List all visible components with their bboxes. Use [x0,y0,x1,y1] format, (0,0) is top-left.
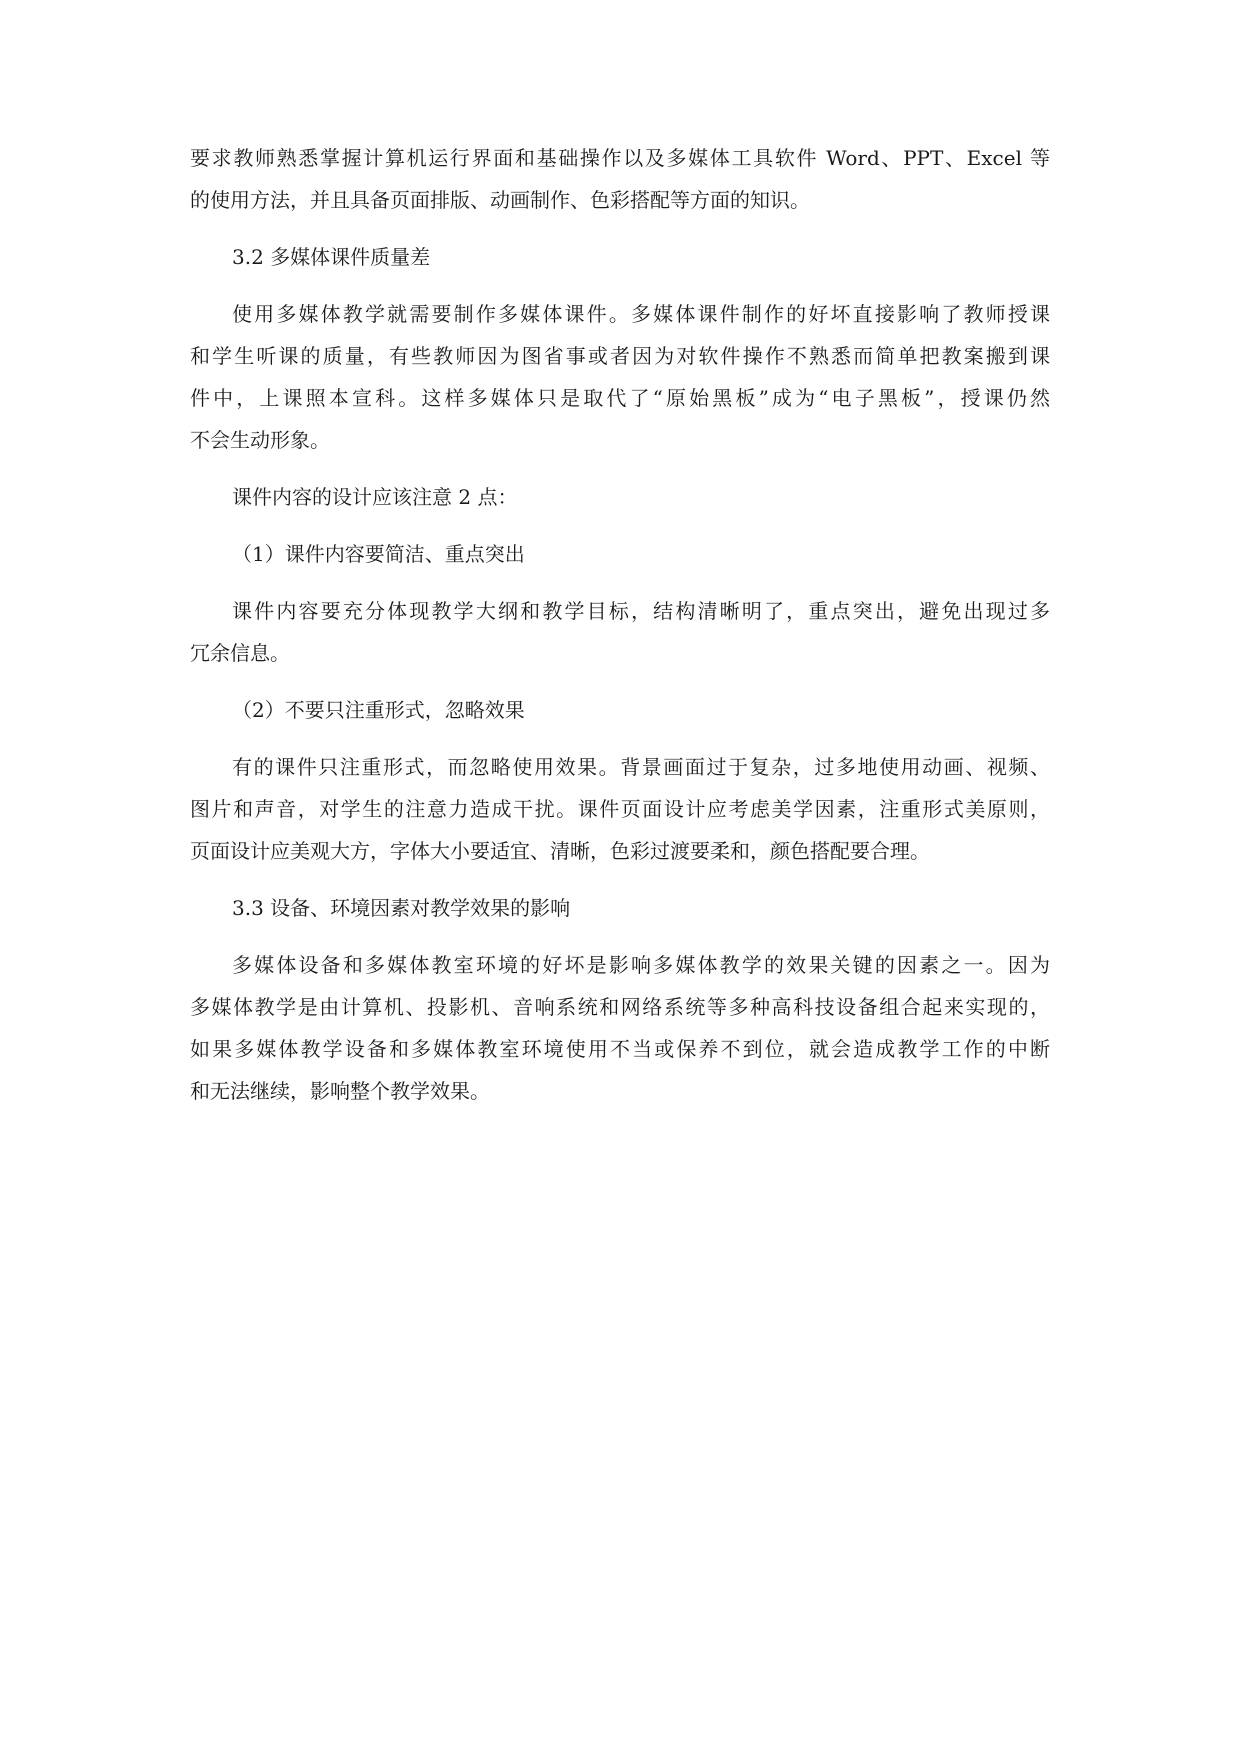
paragraph-line: 不会生动形象。 [190,428,330,452]
paragraph-line: 页面设计应美观大方，字体大小要适宜、清晰，色彩过渡要柔和，颜色搭配要合理。 [190,839,930,863]
paragraph-line: 件中，上课照本宣科。这样多媒体只是取代了“原始黑板”成为“电子黑板”，授课仍然 [190,386,1050,410]
section-heading-3-3: 3.3 设备、环境因素对教学效果的影响 [232,896,571,920]
paragraph-line: 多媒体设备和多媒体教室环境的好坏是影响多媒体教学的效果关键的因素之一。因为 [232,953,1050,977]
paragraph-line: 的使用方法，并且具备页面排版、动画制作、色彩搭配等方面的知识。 [190,188,810,212]
list-item-title-1: （1）课件内容要简洁、重点突出 [232,542,525,566]
paragraph-line: 课件内容要充分体现教学大纲和教学目标，结构清晰明了，重点突出，避免出现过多 [232,599,1050,623]
section-heading-3-2: 3.2 多媒体课件质量差 [232,245,431,269]
paragraph-line: 课件内容的设计应该注意 2 点： [232,485,518,509]
paragraph-line: 使用多媒体教学就需要制作多媒体课件。多媒体课件制作的好坏直接影响了教师授课 [232,302,1050,326]
paragraph-line: 如果多媒体教学设备和多媒体教室环境使用不当或保养不到位，就会造成教学工作的中断 [190,1037,1050,1061]
paragraph-line: 图片和声音，对学生的注意力造成干扰。课件页面设计应考虑美学因素，注重形式美原则， [190,797,1050,821]
paragraph-line: 要求教师熟悉掌握计算机运行界面和基础操作以及多媒体工具软件 Word、PPT、Excel 等 [190,146,1050,170]
paragraph-line: 多媒体教学是由计算机、投影机、音响系统和网络系统等多种高科技设备组合起来实现的， [190,995,1050,1019]
paragraph-line: 和学生听课的质量，有些教师因为图省事或者因为对软件操作不熟悉而简单把教案搬到课 [190,344,1050,368]
paragraph-line: 有的课件只注重形式，而忽略使用效果。背景画面过于复杂，过多地使用动画、视频、 [232,755,1050,779]
paragraph-line: 冗余信息。 [190,641,290,665]
list-item-title-2: （2）不要只注重形式，忽略效果 [232,698,525,722]
paragraph-line: 和无法继续，影响整个教学效果。 [190,1079,490,1103]
